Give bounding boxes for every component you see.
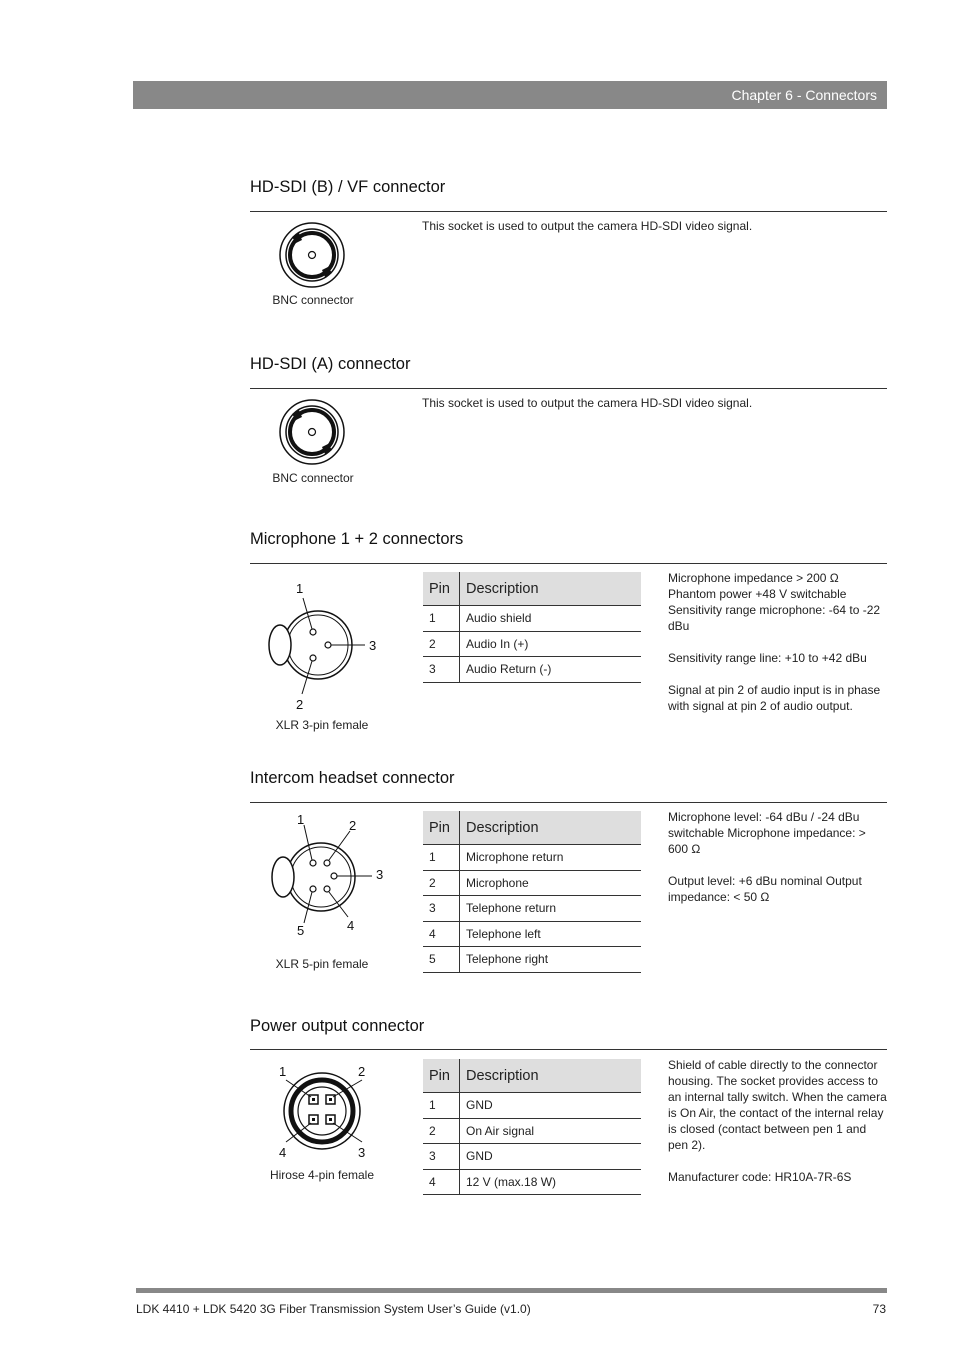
table-row bbox=[423, 845, 641, 871]
pin-table bbox=[423, 811, 641, 973]
note-paragraph: Sensitivity range line: +10 to +42 dBu bbox=[668, 651, 867, 665]
pin-cell: 5 bbox=[423, 947, 460, 973]
table-row bbox=[423, 606, 641, 632]
description-cell: Audio shield bbox=[460, 606, 642, 632]
table-header-row bbox=[423, 1059, 641, 1093]
pin-label: 1 bbox=[297, 812, 305, 827]
pin-cell: 2 bbox=[423, 631, 460, 657]
pin-table bbox=[423, 572, 641, 683]
note-paragraph: Shield of cable directly to the connector housing. The socket provides access to an internal tally switch. When the camera is On Air, the contact of the internal relay is closed (contact between pen 1 and pen 2). bbox=[668, 1058, 887, 1152]
table-row bbox=[423, 657, 641, 683]
connector-caption: BNC connector bbox=[272, 293, 354, 307]
description-column-header: Description bbox=[460, 811, 642, 845]
section-title-power-output: Power output connector bbox=[250, 1017, 425, 1035]
pin-label: 2 bbox=[358, 1064, 366, 1079]
pin-column-header: Pin bbox=[423, 1059, 460, 1093]
section-description: This socket is used to output the camera HD-SDI video signal. bbox=[422, 396, 753, 410]
pin-label: 3 bbox=[358, 1145, 366, 1160]
note-paragraph: Manufacturer code: HR10A-7R-6S bbox=[668, 1170, 852, 1184]
description-cell: Microphone return bbox=[460, 845, 642, 871]
pin-label: 3 bbox=[369, 638, 377, 653]
section-description: This socket is used to output the camera HD-SDI video signal. bbox=[422, 219, 753, 233]
page-number: 73 bbox=[872, 1302, 886, 1316]
hirose-4pin-connector-icon bbox=[276, 1062, 370, 1162]
section-divider bbox=[250, 563, 887, 564]
table-header-row bbox=[423, 572, 641, 606]
description-cell: Telephone right bbox=[460, 947, 642, 973]
section-divider bbox=[250, 388, 887, 389]
table-row bbox=[423, 896, 641, 922]
table-row bbox=[423, 1118, 641, 1144]
footer-document-title: LDK 4410 + LDK 5420 3G Fiber Transmission System User’s Guide (v1.0) bbox=[136, 1302, 531, 1316]
bnc-connector-icon bbox=[278, 221, 346, 289]
pin-table bbox=[423, 1059, 641, 1195]
note-paragraph: Signal at pin 2 of audio input is in phase with signal at pin 2 of audio output. bbox=[668, 683, 881, 713]
section-notes bbox=[668, 570, 888, 730]
connector-caption: XLR 3-pin female bbox=[275, 718, 369, 732]
description-cell: Audio Return (-) bbox=[460, 657, 642, 683]
note-paragraph: Microphone level: -64 dBu / -24 dBu switchable Microphone impedance: > 600 Ω bbox=[668, 810, 866, 856]
description-cell: Telephone return bbox=[460, 896, 642, 922]
pin-column-header: Pin bbox=[423, 572, 460, 606]
chapter-title: Chapter 6 - Connectors bbox=[731, 87, 877, 103]
table-row bbox=[423, 1144, 641, 1170]
description-cell: Telephone left bbox=[460, 921, 642, 947]
pin-cell: 3 bbox=[423, 896, 460, 922]
note-paragraph: Microphone impedance > 200 Ω Phantom power +48 V switchable Sensitivity range microphone: -64 to -22 dBu bbox=[668, 571, 881, 633]
pin-cell: 2 bbox=[423, 870, 460, 896]
pin-cell: 1 bbox=[423, 1093, 460, 1119]
pin-cell: 4 bbox=[423, 1169, 460, 1195]
connector-caption: BNC connector bbox=[272, 471, 354, 485]
description-cell: Microphone bbox=[460, 870, 642, 896]
connector-caption: Hirose 4-pin female bbox=[269, 1168, 375, 1182]
xlr-3pin-connector-icon bbox=[262, 578, 384, 714]
pin-cell: 2 bbox=[423, 1118, 460, 1144]
description-cell: 12 V (max.18 W) bbox=[460, 1169, 642, 1195]
footer-bar bbox=[136, 1288, 887, 1293]
pin-label: 1 bbox=[279, 1064, 287, 1079]
xlr-5pin-connector-icon bbox=[264, 811, 388, 941]
pin-cell: 3 bbox=[423, 1144, 460, 1170]
table-row bbox=[423, 1093, 641, 1119]
pin-cell: 3 bbox=[423, 657, 460, 683]
table-row bbox=[423, 921, 641, 947]
pin-cell: 1 bbox=[423, 845, 460, 871]
pin-label: 2 bbox=[296, 697, 304, 712]
description-cell: GND bbox=[460, 1144, 642, 1170]
section-notes bbox=[668, 1057, 888, 1201]
connector-caption: XLR 5-pin female bbox=[275, 957, 369, 971]
section-divider bbox=[250, 1049, 887, 1050]
pin-label: 4 bbox=[279, 1145, 287, 1160]
section-divider bbox=[250, 211, 887, 212]
description-column-header: Description bbox=[460, 572, 642, 606]
chapter-header-bar bbox=[133, 81, 887, 109]
section-title-microphone: Microphone 1 + 2 connectors bbox=[250, 530, 464, 548]
table-row bbox=[423, 947, 641, 973]
description-cell: GND bbox=[460, 1093, 642, 1119]
note-paragraph: Output level: +6 dBu nominal Output impedance: < 50 Ω bbox=[668, 874, 862, 904]
section-title-hdsdi-a: HD-SDI (A) connector bbox=[250, 355, 411, 373]
section-divider bbox=[250, 802, 887, 803]
pin-label: 2 bbox=[349, 818, 357, 833]
pin-label: 5 bbox=[297, 923, 305, 938]
description-cell: On Air signal bbox=[460, 1118, 642, 1144]
pin-label: 1 bbox=[296, 581, 304, 596]
pin-cell: 4 bbox=[423, 921, 460, 947]
table-row bbox=[423, 1169, 641, 1195]
pin-label: 3 bbox=[376, 867, 384, 882]
pin-column-header: Pin bbox=[423, 811, 460, 845]
table-row bbox=[423, 870, 641, 896]
section-notes bbox=[668, 809, 888, 921]
pin-label: 4 bbox=[347, 918, 355, 933]
section-title-hdsdi-b: HD-SDI (B) / VF connector bbox=[250, 178, 446, 196]
table-header-row bbox=[423, 811, 641, 845]
section-title-intercom: Intercom headset connector bbox=[250, 769, 455, 787]
bnc-connector-icon bbox=[278, 398, 346, 466]
description-cell: Audio In (+) bbox=[460, 631, 642, 657]
description-column-header: Description bbox=[460, 1059, 642, 1093]
pin-cell: 1 bbox=[423, 606, 460, 632]
table-row bbox=[423, 631, 641, 657]
